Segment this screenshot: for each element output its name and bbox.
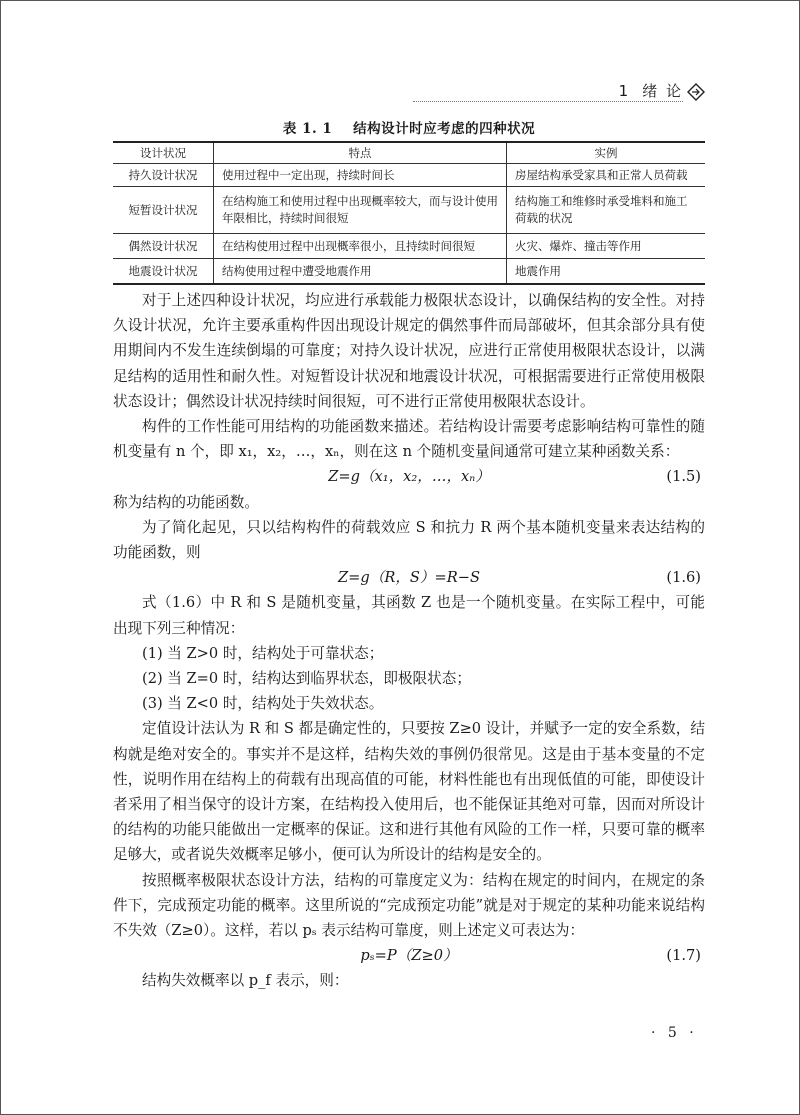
chapter-marker-icon	[687, 83, 705, 101]
list-item: (3) 当 Z<0 时，结构处于失效状态。	[142, 695, 384, 713]
table-row	[113, 187, 705, 234]
state-feature: 使用过程中一定出现，持续时间长	[214, 164, 507, 187]
equation-number: (1.5)	[666, 468, 701, 486]
paragraph: 式（1.6）中 R 和 S 是随机变量，其函数 Z 也是一个随机变量。在实际工程中，可能出现下列三种情况：	[113, 594, 705, 637]
table-caption: 表 1. 1 结构设计时应考虑的四种状况	[282, 121, 536, 137]
running-header	[113, 77, 705, 105]
column-header: 设计状况	[113, 142, 214, 164]
equation-formula: pₛ=P（Z≥0）	[360, 947, 458, 965]
page-number: · 5 ·	[651, 1025, 698, 1041]
state-name: 持久设计状况	[113, 164, 214, 187]
paragraph: 称为结构的功能函数。	[113, 493, 259, 511]
chapter-title: 绪 论	[642, 82, 683, 100]
equation-number: (1.6)	[666, 569, 701, 587]
state-name: 地震设计状况	[113, 259, 214, 285]
paragraph: 定值设计法认为 R 和 S 都是确定性的，只要按 Z≥0 设计，并赋予一定的安全系数，结构就是绝对安全的。事实并不是这样，结构失效的事例仍很常见。这是由于基本变量的不定性，说明作用在结构上的荷载有出现高值的可能，材料性能也有出现低值的可能，即使设计者采用了相当保守的设计方案，在结构投入使用后，也不能保证其绝对可靠，因而对所设计的结构的功能只能做出一定概率的保证。这和进行其他有风险的工作一样，只要可靠的概率足够大，或者说失效概率足够小，便可认为所设计的结构是安全的。	[113, 720, 705, 864]
body-text	[113, 288, 705, 994]
paragraph: 对于上述四种设计状况，均应进行承载能力极限状态设计，以确保结构的安全性。对持久设计状况，允许主要承重构件因出现设计规定的偶然事件而局部破坏，但其余部分具有使用期间内不发生连续倒塌的可靠度；对持久设计状况，应进行正常使用极限状态设计，以满足结构的适用性和耐久性。对短暂设计状况和地震设计状况，可根据需要进行正常使用极限状态设计；偶然设计状况持续时间很短，可不进行正常使用极限状态设计。	[113, 292, 705, 410]
state-feature: 在结构施工和使用过程中出现概率较大，而与设计使用年限相比，持续时间很短	[214, 187, 507, 234]
list-item: (1) 当 Z>0 时，结构处于可靠状态；	[142, 644, 384, 662]
equation-formula: Z=g（x₁，x₂，…，xₙ）	[328, 468, 490, 486]
equation-1-6	[113, 565, 705, 590]
paragraph: 构件的工作性能可用结构的功能函数来描述。若结构设计需要考虑影响结构可靠性的随机变量有 n 个，即 x₁，x₂，…，xₙ，则在这 n 个随机变量间通常可建立某种函数关系：	[113, 418, 705, 461]
chapter-heading	[619, 80, 683, 101]
equation-1-5	[113, 464, 705, 489]
column-header: 特点	[214, 142, 507, 164]
design-states-table	[113, 141, 705, 285]
equation-formula: Z=g（R，S）=R−S	[338, 569, 480, 587]
header-dotted-rule	[413, 101, 683, 102]
equation-1-7	[113, 943, 705, 968]
chapter-number: 1	[618, 82, 631, 100]
paragraph: 按照概率极限状态设计方法，结构的可靠度定义为：结构在规定的时间内，在规定的条件下，完成预定功能的概率。这里所说的“完成预定功能”就是对于规定的某种功能来说结构不失效（Z≥0）。这样，若以 pₛ 表示结构可靠度，则上述定义可表达为：	[113, 871, 705, 940]
state-name: 短暂设计状况	[113, 187, 214, 234]
state-example: 结构施工和维修时承受堆料和施工荷载的状况	[507, 187, 706, 234]
state-name: 偶然设计状况	[113, 234, 214, 259]
table-row	[113, 259, 705, 285]
paragraph: 结构失效概率以 p_f 表示，则：	[142, 972, 349, 990]
paragraph: 为了简化起见，只以结构构件的荷载效应 S 和抗力 R 两个基本随机变量来表达结构的功能函数，则	[113, 518, 705, 562]
state-example: 火灾、爆炸、撞击等作用	[507, 234, 706, 259]
equation-number: (1.7)	[666, 947, 701, 965]
table-row	[113, 164, 705, 187]
state-feature: 结构使用过程中遭受地震作用	[214, 259, 507, 285]
state-example: 房屋结构承受家具和正常人员荷载	[507, 164, 706, 187]
state-feature: 在结构使用过程中出现概率很小，且持续时间很短	[214, 234, 507, 259]
table-row	[113, 234, 705, 259]
state-example: 地震作用	[507, 259, 706, 285]
table-header-row	[113, 142, 705, 164]
list-item: (2) 当 Z=0 时，结构达到临界状态，即极限状态；	[142, 670, 471, 688]
column-header: 实例	[507, 142, 706, 164]
